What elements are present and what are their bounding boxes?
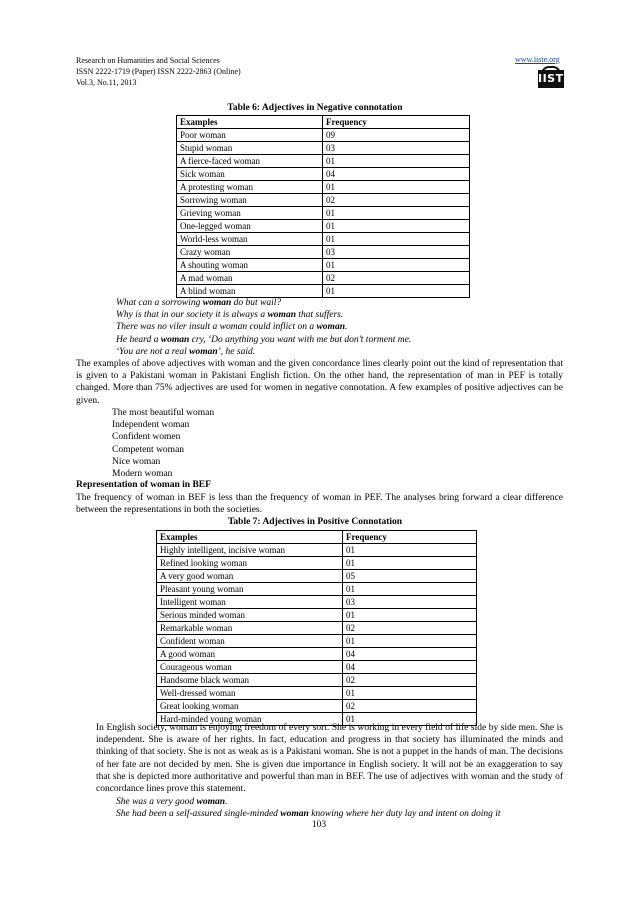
concordance-text: She was a very good bbox=[116, 797, 197, 807]
keyword-woman: woman bbox=[280, 809, 309, 820]
cell-example: A fierce-faced woman bbox=[177, 155, 323, 168]
table-row bbox=[177, 194, 470, 207]
table-row bbox=[157, 661, 477, 674]
cell-example: World-less woman bbox=[177, 233, 323, 246]
concordance-line bbox=[116, 297, 411, 309]
cell-example: Hard-minded young woman bbox=[157, 713, 343, 726]
table-row bbox=[177, 220, 470, 233]
cell-frequency: 04 bbox=[343, 661, 477, 674]
concordance-line bbox=[116, 309, 411, 321]
table-row bbox=[177, 168, 470, 181]
table-row bbox=[157, 635, 477, 648]
cell-frequency: 02 bbox=[323, 272, 470, 285]
concordance-line bbox=[116, 346, 411, 358]
table-row bbox=[177, 272, 470, 285]
cell-frequency: 01 bbox=[323, 207, 470, 220]
table-row bbox=[177, 155, 470, 168]
cell-example: Crazy woman bbox=[177, 246, 323, 259]
cell-example: Remarkable woman bbox=[157, 622, 343, 635]
cell-frequency: 01 bbox=[323, 181, 470, 194]
col-header-examples: Examples bbox=[177, 116, 323, 129]
concordance-text: She had been a self-assured single-minded bbox=[116, 809, 281, 820]
table-row bbox=[157, 622, 477, 635]
cell-frequency: 01 bbox=[343, 609, 477, 622]
list-item: Competent woman bbox=[112, 444, 185, 455]
cell-example: A blind woman bbox=[177, 285, 323, 298]
col-header-frequency: Frequency bbox=[323, 116, 470, 129]
table-row bbox=[177, 181, 470, 194]
iiste-logo bbox=[538, 66, 572, 90]
concordance-text: He heard a bbox=[116, 334, 161, 345]
concordance-text: Why is that in our society it is always a bbox=[116, 310, 268, 321]
table7-positive-adjectives bbox=[156, 530, 477, 726]
cell-frequency: 01 bbox=[343, 583, 477, 596]
concordance-line bbox=[116, 334, 411, 346]
cell-example: A mad woman bbox=[177, 272, 323, 285]
journal-issn: ISSN 2222-1719 (Paper) ISSN 2222-2863 (Online) bbox=[76, 67, 241, 76]
cell-example: Sorrowing woman bbox=[177, 194, 323, 207]
concordance-line bbox=[116, 321, 411, 333]
table-row bbox=[157, 583, 477, 596]
cell-frequency: 03 bbox=[323, 142, 470, 155]
journal-name: Research on Humanities and Social Sciences bbox=[76, 56, 220, 65]
cell-example: Stupid woman bbox=[177, 142, 323, 155]
list-item: Confident women bbox=[112, 432, 181, 443]
table-row bbox=[157, 609, 477, 622]
cell-example: Serious minded woman bbox=[157, 609, 343, 622]
cell-example: Refined looking woman bbox=[157, 557, 343, 570]
cell-example: One-legged woman bbox=[177, 220, 323, 233]
cell-frequency: 04 bbox=[323, 168, 470, 181]
cell-frequency: 03 bbox=[343, 596, 477, 609]
list-item: The most beautiful woman bbox=[112, 408, 215, 418]
table-row bbox=[177, 142, 470, 155]
cell-frequency: 05 bbox=[343, 570, 477, 583]
table-row bbox=[157, 700, 477, 713]
cell-example: Grieving woman bbox=[177, 207, 323, 220]
page-number: 103 bbox=[311, 820, 327, 830]
concordance-text: . bbox=[225, 797, 228, 807]
concordance-text: ’, he said. bbox=[217, 346, 256, 357]
cell-example: Poor woman bbox=[177, 129, 323, 142]
paragraph-bef-frequency: The frequency of woman in BEF is less than the frequency of woman in PEF. The analyses bring forward a clear difference between the representations in both the societies. bbox=[76, 493, 563, 516]
section-heading: Representation of woman in BEF bbox=[76, 480, 211, 490]
paragraph-english-society: In English society, woman is enjoying freedom of every sort. She is working in every field of life side by side men. She is independent. She is aware of her rights. In fact, education and progress in that society has illuminated the minds and thinking of that society. She is not as weak as is a Pakistani woman. She is not a puppet in the hands of man. The decisions of her fate are not decided by men. She is given due importance in English society. It will not be an exaggeration to say that she is depicted more authoritative and powerful than man in BEF. The use of adjectives with woman and the study of concordance lines prove this statement. bbox=[96, 723, 563, 795]
keyword-woman: woman bbox=[189, 346, 218, 357]
journal-header bbox=[76, 55, 241, 88]
cell-example: Confident woman bbox=[157, 635, 343, 648]
cell-example: A very good woman bbox=[157, 570, 343, 583]
table-row bbox=[177, 207, 470, 220]
paragraph-pef-analysis: The examples of above adjectives with woman and the given concordance lines clearly point out the kind of representation that is given to a Pakistani woman in Pakistani English fiction. On the other hand, the representation of man in PEF is totally changed. More than 75% adjectives are used for women in negative connotation. A few examples of positive adjectives can be given. bbox=[76, 359, 563, 406]
keyword-woman: woman bbox=[316, 322, 345, 333]
cell-example: A protesting woman bbox=[177, 181, 323, 194]
table-header-row bbox=[157, 531, 477, 544]
cell-frequency: 01 bbox=[323, 233, 470, 246]
keyword-woman: woman bbox=[196, 797, 225, 807]
cell-frequency: 01 bbox=[323, 155, 470, 168]
cell-example: Highly intelligent, incisive woman bbox=[157, 544, 343, 557]
concordance-text: that suffers. bbox=[295, 310, 344, 321]
cell-frequency: 01 bbox=[323, 259, 470, 272]
table-row bbox=[177, 285, 470, 298]
cell-example: A good woman bbox=[157, 648, 343, 661]
table-row bbox=[157, 596, 477, 609]
table-row bbox=[157, 648, 477, 661]
table-row bbox=[177, 129, 470, 142]
concordance-text: There was no viler insult a woman could inflict on a bbox=[116, 322, 317, 333]
list-item: Modern woman bbox=[112, 469, 173, 480]
table-row bbox=[157, 687, 477, 700]
cell-example: Well-dressed woman bbox=[157, 687, 343, 700]
cell-example: Great looking woman bbox=[157, 700, 343, 713]
concordance-lines-positive bbox=[116, 796, 501, 820]
cell-frequency: 01 bbox=[323, 220, 470, 233]
table-row bbox=[157, 674, 477, 687]
cell-frequency: 03 bbox=[323, 246, 470, 259]
cell-example: Intelligent woman bbox=[157, 596, 343, 609]
cell-example: Sick woman bbox=[177, 168, 323, 181]
table-row bbox=[177, 233, 470, 246]
cell-frequency: 02 bbox=[343, 674, 477, 687]
concordance-text: do but wail? bbox=[231, 298, 282, 308]
positive-adjective-examples bbox=[112, 407, 214, 480]
concordance-text: What can a sorrowing bbox=[116, 298, 203, 308]
concordance-text: cry, ‘Do anything you want with me but don’t torment me. bbox=[189, 334, 412, 345]
cell-frequency: 01 bbox=[343, 687, 477, 700]
table-row bbox=[157, 557, 477, 570]
cell-example: Courageous woman bbox=[157, 661, 343, 674]
keyword-woman: woman bbox=[202, 298, 232, 308]
table6-caption: Table 6: Adjectives in Negative connotation bbox=[227, 103, 403, 113]
cell-frequency: 01 bbox=[343, 544, 477, 557]
concordance-line bbox=[116, 796, 501, 808]
concordance-text: ‘You are not a real bbox=[116, 346, 190, 357]
col-header-examples: Examples bbox=[157, 531, 343, 544]
concordance-text: . bbox=[344, 322, 348, 333]
keyword-woman: woman bbox=[267, 310, 296, 321]
journal-volume: Vol.3, No.11, 2013 bbox=[76, 78, 137, 87]
list-item: Independent woman bbox=[112, 420, 190, 431]
table-row bbox=[157, 544, 477, 557]
cell-frequency: 09 bbox=[323, 129, 470, 142]
cell-frequency: 01 bbox=[343, 713, 477, 726]
cell-example: A shouting woman bbox=[177, 259, 323, 272]
table6-negative-adjectives bbox=[176, 115, 470, 298]
concordance-line bbox=[116, 808, 501, 820]
concordance-lines-negative bbox=[116, 297, 411, 358]
cell-frequency: 02 bbox=[343, 622, 477, 635]
table-header-row bbox=[177, 116, 470, 129]
col-header-frequency: Frequency bbox=[343, 531, 477, 544]
cell-frequency: 01 bbox=[323, 285, 470, 298]
cell-frequency: 01 bbox=[343, 557, 477, 570]
keyword-woman: woman bbox=[160, 334, 190, 345]
table-row bbox=[157, 570, 477, 583]
journal-url-link[interactable]: www.iiste.org bbox=[515, 55, 560, 64]
concordance-text: knowing where her duty lay and intent on doing it bbox=[308, 809, 501, 820]
table-row bbox=[177, 259, 470, 272]
table7-caption: Table 7: Adjectives in Positive Connotation bbox=[227, 517, 403, 527]
cell-frequency: 02 bbox=[343, 700, 477, 713]
cell-example: Handsome black woman bbox=[157, 674, 343, 687]
cell-frequency: 02 bbox=[323, 194, 470, 207]
cell-frequency: 04 bbox=[343, 648, 477, 661]
table-row bbox=[177, 246, 470, 259]
list-item: Nice woman bbox=[112, 456, 161, 467]
logo-text: IISTE bbox=[538, 70, 564, 88]
cell-frequency: 01 bbox=[343, 635, 477, 648]
cell-example: Pleasant young woman bbox=[157, 583, 343, 596]
